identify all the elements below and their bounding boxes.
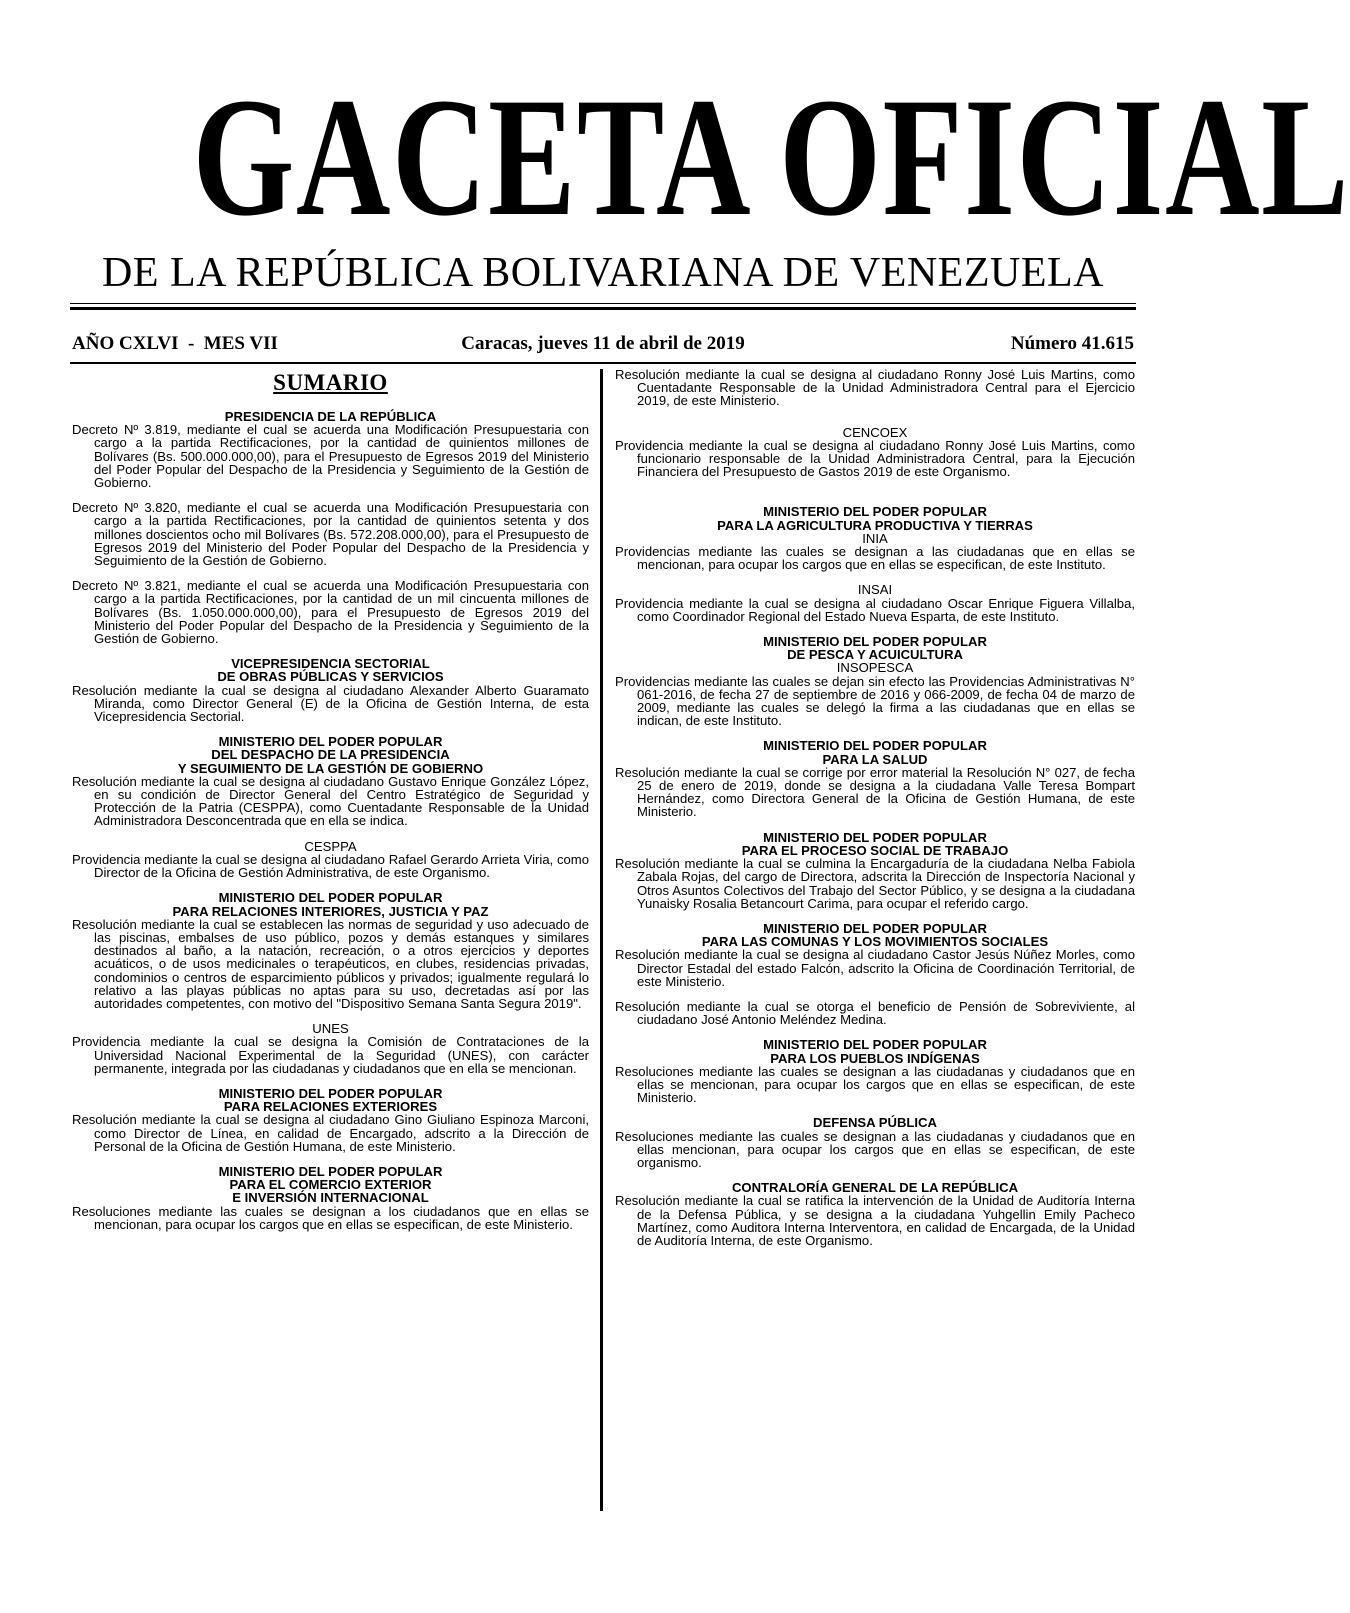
organism-label: UNES bbox=[312, 1021, 349, 1037]
section-heading: MINISTERIO DEL PODER POPULAR bbox=[218, 890, 443, 906]
year-month: AÑO CXLVI - MES VII bbox=[72, 333, 278, 354]
resolution-entry: Resolución mediante la cual se designa al ciudadano Ronny José Luis Martins, como Cuentadante Responsable de la Unidad Administradora Central para el Ejercicio 2019, de este Ministerio. bbox=[615, 367, 1135, 409]
section-heading: E INVERSIÓN INTERNACIONAL bbox=[232, 1190, 429, 1206]
masthead bbox=[70, 63, 1350, 298]
section-heading: DEL DESPACHO DE LA PRESIDENCIA bbox=[211, 747, 450, 763]
decree-entry: Decreto Nº 3.821, mediante el cual se acuerda una Modificación Presupuestaria con cargo a la partida Rectificaciones, por la cantidad de un mil cincuenta millones de Bolívares (Bs. 1.050.000.000,00), para el Presupuesto de Egresos 2019 del Ministerio del Poder Popular del Despacho de la Presidencia y Seguimiento de la Gestión de Gobierno. bbox=[72, 578, 589, 647]
section-heading: MINISTERIO DEL PODER POPULAR bbox=[218, 1163, 443, 1179]
info-bar-rule bbox=[70, 362, 1136, 364]
resolution-entry: Resolución mediante la cual se culmina la Encargaduría de la ciudadana Nelba Fabiola Zabala Rojas, del cargo de Directora, adscrita la Dirección de Inspectoría Nacional y Otros Asuntos Colectivos del Trabajo del Sector Público, y se designa a la ciudadana Yunaisky Rosalia Betancourt Carima, para ocupar el referido cargo. bbox=[615, 856, 1135, 911]
gazette-subtitle: DE LA REPÚBLICA BOLIVARIANA DE VENEZUELA bbox=[102, 250, 1104, 296]
issue-info-bar bbox=[72, 333, 1134, 359]
resolution-entry: Resoluciones mediante las cuales se designan a los ciudadanos que en ellas se mencionan, para ocupar los cargos que en ellas se especifican, de este Ministerio. bbox=[72, 1203, 589, 1232]
resolution-entry: Resoluciones mediante las cuales se designan a las ciudadanas y ciudadanos que en ellas se mencionan, para ocupar los cargos que en ellas se especifican, de este Ministerio. bbox=[615, 1063, 1135, 1106]
resolution-entry: Resolución mediante la cual se designa al ciudadano Gino Giuliano Espinoza Marconi, como Director de Línea, en calidad de Encargado, adscrito a la Dirección de Personal de la Oficina de Gestión Humana, de este Ministerio. bbox=[72, 1112, 589, 1154]
section-heading: PARA LA SALUD bbox=[822, 751, 928, 767]
decree-entry: Decreto Nº 3.819, mediante el cual se acuerda una Modificación Presupuestaria con cargo a la partida Rectificaciones, por la cantidad de quinientos millones de Bolívares (Bs. 500.000.000,00), para el Presupuesto de Egresos 2019 del Ministerio del Poder Popular del Despacho de la Presidencia y Seguimiento de la Gestión de Gobierno. bbox=[72, 422, 589, 491]
sumario-title: SUMARIO bbox=[273, 370, 388, 395]
decree-entry: Decreto Nº 3.820, mediante el cual se acuerda una Modificación Presupuestaria con cargo a la partida Rectificaciones, por la cantidad de quinientos setenta y dos millones doscientos ocho mil Bolívares (Bs. 572.208.000,00), para el Presupuesto de Egresos 2019 del Ministerio del Poder Popular del Despacho de la Presidencia y Seguimiento de la Gestión de Gobierno. bbox=[72, 500, 589, 569]
organism-label: INIA bbox=[862, 530, 888, 546]
sumario-right-column bbox=[615, 368, 1135, 1247]
section-heading: CONTRALORÍA GENERAL DE LA REPÚBLICA bbox=[731, 1180, 1019, 1196]
section-heading: PARA EL PROCESO SOCIAL DE TRABAJO bbox=[741, 842, 1009, 858]
section-heading: MINISTERIO DEL PODER POPULAR bbox=[218, 1085, 443, 1101]
section-heading: MINISTERIO DEL PODER POPULAR bbox=[763, 920, 987, 936]
column-divider bbox=[600, 369, 603, 1511]
providence-entry: Providencia mediante la cual se designa la Comisión de Contrataciones de la Universidad Nacional Experimental de la Seguridad (UNES), con carácter permanente, integrada por las ciudadanas y ciudadanos que en ella se mencionan. bbox=[72, 1034, 589, 1076]
sumario-left-column bbox=[72, 370, 589, 1231]
resolution-entry: Resolución mediante la cual se designa al ciudadano Castor Jesús Núñez Morles, como Director Estadal del estado Falcón, adscrito la Oficina de Coordinación Territorial, de este Ministerio. bbox=[615, 947, 1135, 989]
section-heading: MINISTERIO DEL PODER POPULAR bbox=[763, 738, 987, 754]
gazette-title: GACETA OFICIAL bbox=[192, 63, 1350, 251]
section-heading: MINISTERIO DEL PODER POPULAR bbox=[218, 734, 443, 750]
resolution-entry: Resolución mediante la cual se otorga el beneficio de Pensión de Sobreviviente, al ciudadano José Antonio Meléndez Medina. bbox=[615, 998, 1135, 1028]
providence-entry: Providencias mediante las cuales se designan a las ciudadanas que en ellas se mencionan, para ocupar los cargos que en ellas se especifican, de este Instituto. bbox=[615, 544, 1135, 573]
section-heading: MINISTERIO DEL PODER POPULAR bbox=[763, 634, 987, 650]
providence-entry: Providencia mediante la cual se designa al ciudadano Rafael Gerardo Arrieta Viria, como Director de la Oficina de Gestión Administrativa, de este Organismo. bbox=[72, 851, 589, 881]
section-heading: MINISTERIO DEL PODER POPULAR bbox=[763, 829, 987, 845]
providence-entry: Providencias mediante las cuales se dejan sin efecto las Providencias Administrativas N° 061-2016, de fecha 27 de septiembre de 2016 y 066-2009, de fecha 04 de marzo de 2009, mediante las cuales se delegó la firma a las ciudadanas que en ellas se indican, de este Instituto. bbox=[615, 673, 1135, 729]
resolution-entry: Resolución mediante la cual se ratifica la intervención de la Unidad de Auditoría Interna de la Defensa Pública, y se designa a la ciudadana Yuhgellin Emily Pacheco Martínez, como Auditora Interna Interventora, en calidad de Encargada, de la Unidad de Auditoría Interna, de este Organismo. bbox=[615, 1193, 1135, 1248]
section-heading: Y SEGUIMIENTO DE LA GESTIÓN DE GOBIERNO bbox=[177, 760, 484, 776]
issue-date: Caracas, jueves 11 de abril de 2019 bbox=[461, 333, 745, 354]
section-heading: PRESIDENCIA DE LA REPÚBLICA bbox=[224, 409, 437, 424]
section-heading: PARA LAS COMUNAS Y LOS MOVIMIENTOS SOCIALES bbox=[701, 934, 1049, 950]
organism-label: INSAI bbox=[857, 582, 893, 598]
issue-number: Número 41.615 bbox=[1010, 333, 1134, 354]
resolution-entry: Resolución mediante la cual se designa al ciudadano Gustavo Enrique González López, en su condición de Director General del Centro Estratégico de Seguridad y Protección de la Patria (CESPPA), como Cuentadante Responsable de la Unidad Administradora Desconcentrada que en ella se indica. bbox=[72, 773, 589, 829]
section-heading: VICEPRESIDENCIA SECTORIAL bbox=[231, 656, 430, 672]
organism-label: INSOPESCA bbox=[836, 660, 914, 676]
section-heading: DEFENSA PÚBLICA bbox=[813, 1115, 937, 1131]
section-heading: DE PESCA Y ACUICULTURA bbox=[787, 647, 963, 663]
section-heading: PARA LOS PUEBLOS INDÍGENAS bbox=[770, 1050, 980, 1066]
section-heading: PARA RELACIONES INTERIORES, JUSTICIA Y PAZ bbox=[172, 903, 489, 919]
organism-label: CESPPA bbox=[304, 838, 357, 854]
resolution-entry: Resolución mediante la cual se establecen las normas de seguridad y uso adecuado de las piscinas, embalses de uso público, pozos y demás estanques y similares destinados al baño, a la natación, recreación, o a otros ejercicios y deportes acuáticos, o de usos medicinales o terapéuticos, en clubes, residencias privadas, condominios o centros de esparcimiento públicos y privados; igualmente regulará lo relativo a las playas públicas no aptas para su uso, decretadas así por las autoridades competentes, con motivo del "Dispositivo Semana Santa Segura 2019". bbox=[72, 916, 589, 1011]
organism-label: CENCOEX bbox=[842, 424, 908, 440]
section-heading: PARA RELACIONES EXTERIORES bbox=[223, 1099, 438, 1115]
resolution-entry: Resoluciones mediante las cuales se designan a las ciudadanas y ciudadanos que en ellas mencionan, para ocupar los cargos que en ellas se especifican, de este organismo. bbox=[615, 1128, 1135, 1170]
providence-entry: Providencia mediante la cual se designa al ciudadano Ronny José Luis Martins, como funcionario responsable de la Unidad Administradora Central, para la Ejecución Financiera del Presupuesto de Gastos 2019 de este Organismo. bbox=[615, 437, 1135, 480]
section-heading: DE OBRAS PÚBLICAS Y SERVICIOS bbox=[217, 669, 444, 685]
section-heading: MINISTERIO DEL PODER POPULAR bbox=[763, 1037, 987, 1053]
resolution-entry: Resolución mediante la cual se designa al ciudadano Alexander Alberto Guaramato Miranda, como Director General (E) de la Oficina de Gestión Interna, de esta Vicepresidencia Sectorial. bbox=[72, 682, 589, 725]
section-heading: PARA LA AGRICULTURA PRODUCTIVA Y TIERRAS bbox=[717, 517, 1033, 533]
section-heading: PARA EL COMERCIO EXTERIOR bbox=[229, 1177, 432, 1193]
section-heading: MINISTERIO DEL PODER POPULAR bbox=[763, 504, 987, 520]
header-double-rule bbox=[70, 303, 1136, 310]
resolution-entry: Resolución mediante la cual se corrige por error material la Resolución N° 027, de fecha 25 de enero de 2019, donde se designa a la ciudadana Valle Teresa Bompart Hernández, como Directora General de la Oficina de Gestión Humana, de este Ministerio. bbox=[615, 764, 1135, 820]
providence-entry: Providencia mediante la cual se designa al ciudadano Oscar Enrique Figuera Villalba, como Coordinador Regional del Estado Nueva Esparta, de este Instituto. bbox=[615, 595, 1135, 624]
